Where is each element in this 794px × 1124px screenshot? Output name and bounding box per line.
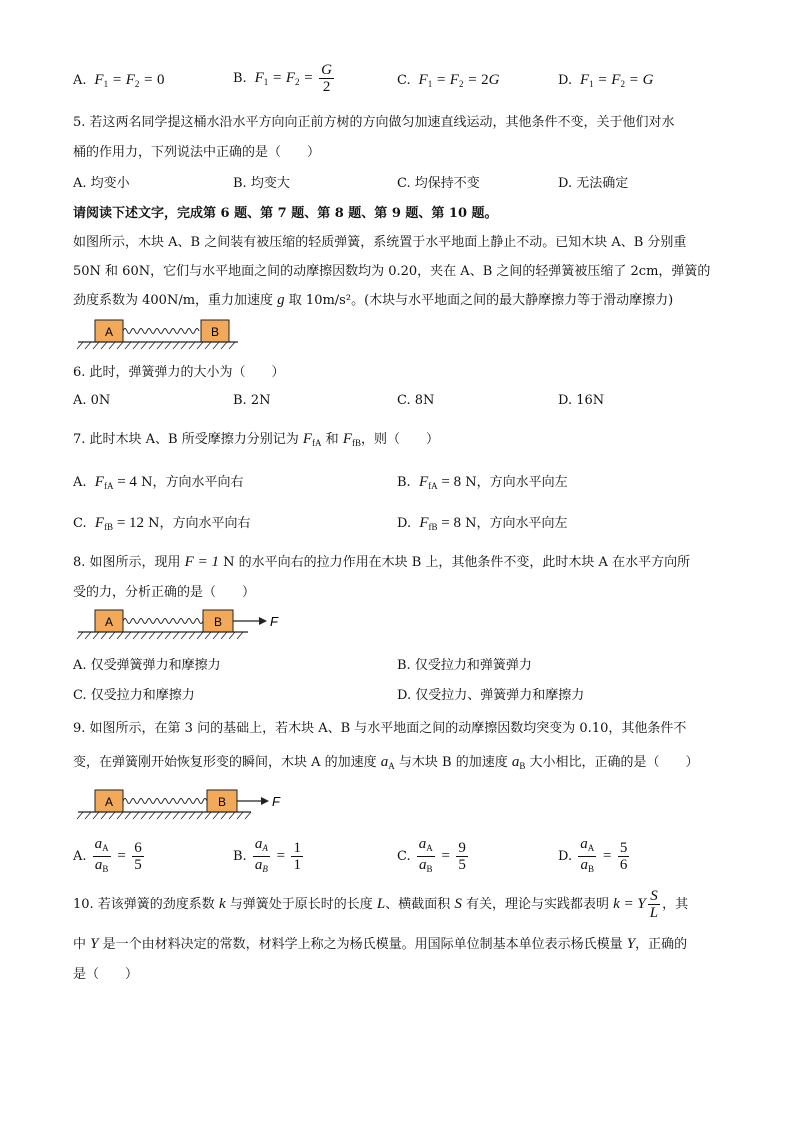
block-b-label: B	[210, 325, 220, 339]
q9-option-a[interactable]: A. $\frac{a_A}{a_B}$ = $\frac{6}{5}$	[73, 836, 142, 874]
q6-option-d[interactable]: D. 16N	[558, 393, 605, 408]
figure-blocks-spring	[73, 316, 243, 352]
q6-option-c[interactable]: C. 8N	[397, 393, 435, 408]
q8-option-d[interactable]: D. 仅受拉力、弹簧弹力和摩擦力	[397, 688, 585, 703]
force-label: F	[272, 794, 280, 809]
q7-stem: 7. 此时木块 A、B 所受摩擦力分别记为 $F_{fA}$ 和 $F_{fB}$，则（ ）	[73, 431, 439, 448]
q9-option-b[interactable]: B. $\frac{a_A}{a_B}$ = $\frac{1}{1}$	[233, 836, 301, 874]
q5-option-a[interactable]: A. 均变小	[73, 176, 130, 191]
q8-option-c[interactable]: C. 仅受拉力和摩擦力	[73, 688, 195, 703]
block-a-label: A	[104, 325, 114, 339]
q5-option-b[interactable]: B. 均变大	[233, 176, 290, 191]
force-arrowhead	[261, 797, 269, 805]
passage-line2: 50N 和 60N，它们与水平地面之间的动摩擦因数均为 0.20，夹在 A、B 之间的轻弹簧被压缩了 2cm，弹簧的	[73, 264, 711, 279]
q8-option-b[interactable]: B. 仅受拉力和弹簧弹力	[397, 658, 532, 673]
q4-option-c-expr: $F_1 = F_2 = 2G$	[414, 72, 500, 89]
passage-line3: 劲度系数为 400N/m，重力加速度 g 取 10m/s²。(木块与水平地面之间的最大静摩擦力等于滑动摩擦力)	[73, 292, 674, 308]
figure-blocks-spring-force	[73, 606, 283, 642]
q4-option-d-expr: $F_1 = F_2 = G$	[576, 72, 654, 89]
q8-option-a[interactable]: A. 仅受弹簧弹力和摩擦力	[73, 658, 221, 673]
q9-stem-line2: 变，在弹簧刚开始恢复形变的瞬间，木块 A 的加速度 $a_A$ 与木块 B 的加速度 $a_B$ 大小相比，正确的是（ ）	[73, 754, 699, 771]
q4-option-a-expr: $F_1 = F_2 = 0$	[90, 72, 165, 89]
q8-stem-line2: 受的力，分析正确的是（ ）	[73, 585, 256, 600]
block-b-label: B	[213, 615, 223, 629]
force-label: F	[270, 614, 278, 629]
block-a-label: A	[104, 615, 114, 629]
passage-line1: 如图所示，木块 A、B 之间装有被压缩的轻质弹簧，系统置于水平地面上静止不动。已知木块 A、B 分别重	[73, 235, 687, 250]
q7-option-c[interactable]: C. $F_{fB} = 12$ N，方向水平向右	[73, 515, 251, 532]
ground-hatch	[77, 812, 251, 819]
q5-option-c[interactable]: C. 均保持不变	[397, 176, 480, 191]
spring	[123, 799, 207, 804]
q4-option-d[interactable]: D. $F_1 = F_2 = G$	[558, 72, 654, 89]
block-b-label: B	[217, 795, 227, 809]
q9-stem-line1: 9. 如图所示，在第 3 问的基础上，若木块 A、B 与水平地面之间的动摩擦因数均突变为 0.10，其他条件不	[73, 721, 687, 736]
q5-option-d[interactable]: D. 无法确定	[558, 176, 629, 191]
figure-blocks-spring-force-2	[73, 786, 283, 822]
spring	[123, 619, 203, 624]
q10-stem-line2: 中 Y 是一个由材料决定的常数，材料学上称之为杨氏模量。用国际单位制基本单位表示杨氏模量 Y，正确的	[73, 936, 688, 952]
block-a-label: A	[104, 795, 114, 809]
q4-option-c[interactable]: C. $F_1 = F_2 = 2G$	[397, 72, 500, 89]
q4-option-a[interactable]: A. $F_1 = F_2 = 0$	[73, 72, 165, 89]
ground-hatch	[77, 632, 243, 639]
q6-stem: 6. 此时，弹簧弹力的大小为（ ）	[73, 365, 285, 380]
ground-hatch	[77, 342, 235, 349]
q7-option-a[interactable]: A. $F_{fA} = 4$ N，方向水平向右	[73, 474, 244, 491]
q10-stem-line1: 10. 若该弹簧的劲度系数 k 与弹簧处于原长时的长度 L、横截面积 S 有关，理论与实践都表明 k = Y $\frac{S}{L}$ ，其	[73, 888, 689, 921]
spring	[123, 329, 199, 334]
q4-option-b-expr: $F_1 = F_2$ = $\frac{G}{2}$	[250, 62, 333, 95]
force-arrowhead	[259, 617, 267, 625]
q4-option-b[interactable]: B. $F_1 = F_2$ = $\frac{G}{2}$	[233, 62, 336, 95]
section-heading: 请阅读下述文字，完成第 6 题、第 7 题、第 8 题、第 9 题、第 10 题。	[73, 206, 498, 221]
q8-stem-line1: 8. 如图所示，现用 F = 1 N 的水平向右的拉力作用在木块 B 上，其他条件不变，此时木块 A 在水平方向所	[73, 554, 691, 570]
q5-stem-line2: 桶的作用力，下列说法中正确的是（ ）	[73, 145, 321, 160]
q6-option-b[interactable]: B. 2N	[233, 393, 271, 408]
q10-stem-line3: 是（ ）	[73, 967, 139, 982]
q6-option-a[interactable]: A. 0N	[73, 393, 111, 408]
q9-option-d[interactable]: D. $\frac{a_A}{a_B}$ = $\frac{5}{6}$	[558, 836, 628, 874]
q7-option-b[interactable]: B. $F_{fA} = 8$ N，方向水平向左	[397, 474, 568, 491]
q9-option-c[interactable]: C. $\frac{a_A}{a_B}$ = $\frac{9}{5}$	[397, 836, 466, 874]
q5-stem-line1: 5. 若这两名同学提这桶水沿水平方向向正前方树的方向做匀加速直线运动，其他条件不变，关于他们对水	[73, 115, 675, 130]
q7-option-d[interactable]: D. $F_{fB} = 8$ N，方向水平向左	[397, 515, 568, 532]
